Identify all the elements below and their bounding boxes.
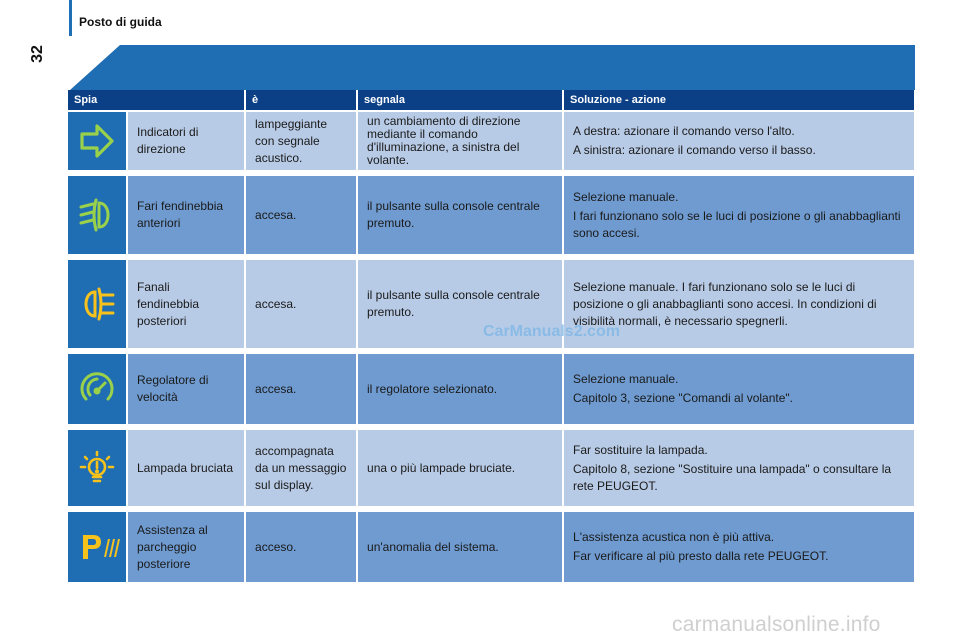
azione-line: Capitolo 8, sezione "Sostituire una lampada" o consultare la rete PEUGEOT. — [573, 461, 892, 493]
azione-line: Selezione manuale. — [573, 372, 679, 386]
cell-stato: acceso. — [246, 512, 358, 588]
header-rule — [69, 0, 72, 36]
table-row — [68, 430, 916, 512]
cell-segnala: una o più lampade bruciate. — [358, 430, 564, 512]
cell-azione — [564, 176, 916, 260]
cell-segnala: un cambiamento di direzione mediante il comando d'illuminazione, a sinistra del volante. — [358, 112, 564, 176]
icon-cell — [68, 112, 128, 176]
page-number: 32 — [29, 45, 46, 63]
parking-assist-icon — [77, 527, 121, 567]
cell-stato: lampeggiante con segnale acustico. — [246, 112, 358, 176]
table-row — [68, 512, 916, 588]
icon-cell — [68, 354, 128, 430]
table-row — [68, 176, 916, 260]
azione-line: Capitolo 3, sezione "Comandi al volante". — [573, 391, 793, 405]
page-section-title: Posto di guida — [79, 15, 162, 29]
azione-line: A sinistra: azionare il comando verso il basso. — [573, 143, 816, 157]
footer-watermark: carmanualsonline.info — [672, 613, 881, 636]
table-header-row — [68, 90, 916, 112]
cell-segnala: un'anomalia del sistema. — [358, 512, 564, 588]
azione-line: L'assistenza acustica non è più attiva. — [573, 530, 775, 544]
cell-segnala: il regolatore selezionato. — [358, 354, 564, 430]
cell-segnala: il pulsante sulla console centrale premuto. — [358, 176, 564, 260]
column-header-stato: è — [246, 90, 358, 112]
icon-cell — [68, 260, 128, 354]
azione-line: I fari funzionano solo se le luci di posizione o gli anabbaglianti sono accesi. — [573, 208, 901, 240]
cell-azione — [564, 112, 916, 176]
cell-stato: accesa. — [246, 260, 358, 354]
cell-stato: accesa. — [246, 176, 358, 260]
icon-cell — [68, 430, 128, 512]
azione-line: Selezione manuale. — [573, 189, 679, 204]
bulb-failure-icon — [77, 448, 117, 488]
azione-line: Selezione manuale. I fari funzionano solo se le luci di posizione o gli anabbaglianti sono accesi. In condizioni di visibilità normali, è necessario spegnerli. — [573, 279, 877, 328]
table-row — [68, 354, 916, 430]
cell-spia: Fari fendinebbia anteriori — [128, 176, 246, 260]
section-banner — [70, 45, 915, 90]
turn-signal-arrow-icon — [77, 121, 117, 161]
cell-spia: Assistenza al parcheggio posteriore — [128, 512, 246, 588]
cell-azione — [564, 512, 916, 588]
rear-fog-lamp-icon — [77, 284, 117, 324]
cell-azione — [564, 430, 916, 512]
column-header-segnala: segnala — [358, 90, 564, 112]
front-fog-lamp-icon — [77, 195, 117, 235]
cell-spia: Lampada bruciata — [128, 430, 246, 512]
cell-azione — [564, 354, 916, 430]
cell-spia: Indicatori di direzione — [128, 112, 246, 176]
speed-regulator-icon — [77, 369, 117, 409]
column-header-spia: Spia — [68, 90, 246, 112]
cell-stato: accesa. — [246, 354, 358, 430]
azione-line: Far sostituire la lampada. — [573, 442, 708, 457]
azione-line: Far verificare al più presto dalla rete PEUGEOT. — [573, 549, 829, 563]
cell-stato: accompagnata da un messaggio sul display. — [246, 430, 358, 512]
column-header-azione: Soluzione - azione — [564, 90, 916, 112]
icon-cell — [68, 176, 128, 260]
watermark-text: CarManuals2.com — [483, 323, 620, 340]
azione-line: A destra: azionare il comando verso l'alto. — [573, 124, 795, 138]
cell-spia: Regolatore di velocità — [128, 354, 246, 430]
table-row — [68, 112, 916, 176]
cell-segnala: il pulsante sulla console centrale premuto. — [358, 260, 564, 354]
icon-cell — [68, 512, 128, 588]
cell-spia: Fanali fendinebbia posteriori — [128, 260, 246, 354]
